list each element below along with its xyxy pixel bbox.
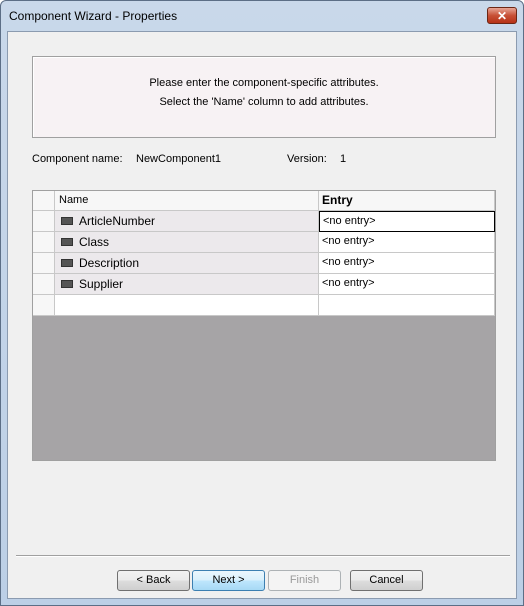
- row-selector[interactable]: [33, 274, 55, 295]
- back-button[interactable]: < Back: [117, 570, 190, 591]
- row-selector[interactable]: [33, 211, 55, 232]
- instruction-line-1: Please enter the component-specific attributes.: [149, 77, 379, 89]
- attribute-name: Description: [79, 256, 140, 270]
- new-row-selector[interactable]: [33, 295, 55, 316]
- new-attribute-entry-cell[interactable]: [319, 295, 495, 316]
- attribute-icon: [61, 280, 73, 288]
- title-bar[interactable]: [1, 1, 523, 31]
- attribute-icon: [61, 217, 73, 225]
- version-label: Version:: [287, 153, 327, 165]
- next-button[interactable]: Next >: [192, 570, 265, 591]
- row-selector[interactable]: [33, 253, 55, 274]
- row-selector[interactable]: [33, 232, 55, 253]
- component-name-value: NewComponent1: [136, 153, 221, 165]
- attribute-entry-cell[interactable]: <no entry>: [319, 232, 495, 253]
- attribute-name: ArticleNumber: [79, 214, 156, 228]
- attributes-grid[interactable]: [32, 190, 496, 461]
- window-title: Component Wizard - Properties: [9, 9, 178, 23]
- window-bottom-border: [1, 599, 523, 605]
- instruction-panel: [32, 56, 496, 138]
- close-button[interactable]: [487, 7, 517, 24]
- attribute-name: Supplier: [79, 277, 124, 291]
- grid-header-selector[interactable]: [33, 191, 55, 211]
- close-icon: ✕: [496, 8, 508, 23]
- finish-button: Finish: [268, 570, 341, 591]
- attribute-name-cell[interactable]: [55, 253, 319, 274]
- attribute-name: Class: [79, 235, 110, 249]
- attribute-name-cell[interactable]: [55, 274, 319, 295]
- attribute-name-cell[interactable]: [55, 232, 319, 253]
- attribute-entry-cell[interactable]: <no entry>: [319, 253, 495, 274]
- column-header-name[interactable]: Name: [55, 191, 319, 211]
- new-attribute-name-cell[interactable]: [55, 295, 319, 316]
- attribute-entry-cell[interactable]: <no entry>: [319, 274, 495, 295]
- attribute-icon: [61, 259, 73, 267]
- cancel-button[interactable]: Cancel: [350, 570, 423, 591]
- version-value: 1: [340, 153, 347, 165]
- attribute-entry-cell[interactable]: <no entry>: [319, 211, 495, 232]
- instruction-line-2: Select the 'Name' column to add attributes.: [159, 96, 369, 108]
- attribute-icon: [61, 238, 73, 246]
- button-separator: [16, 555, 510, 557]
- component-name-label: Component name:: [32, 153, 123, 165]
- wizard-client-area: [7, 31, 517, 599]
- attribute-name-cell[interactable]: [55, 211, 319, 232]
- column-header-entry[interactable]: Entry: [319, 191, 495, 211]
